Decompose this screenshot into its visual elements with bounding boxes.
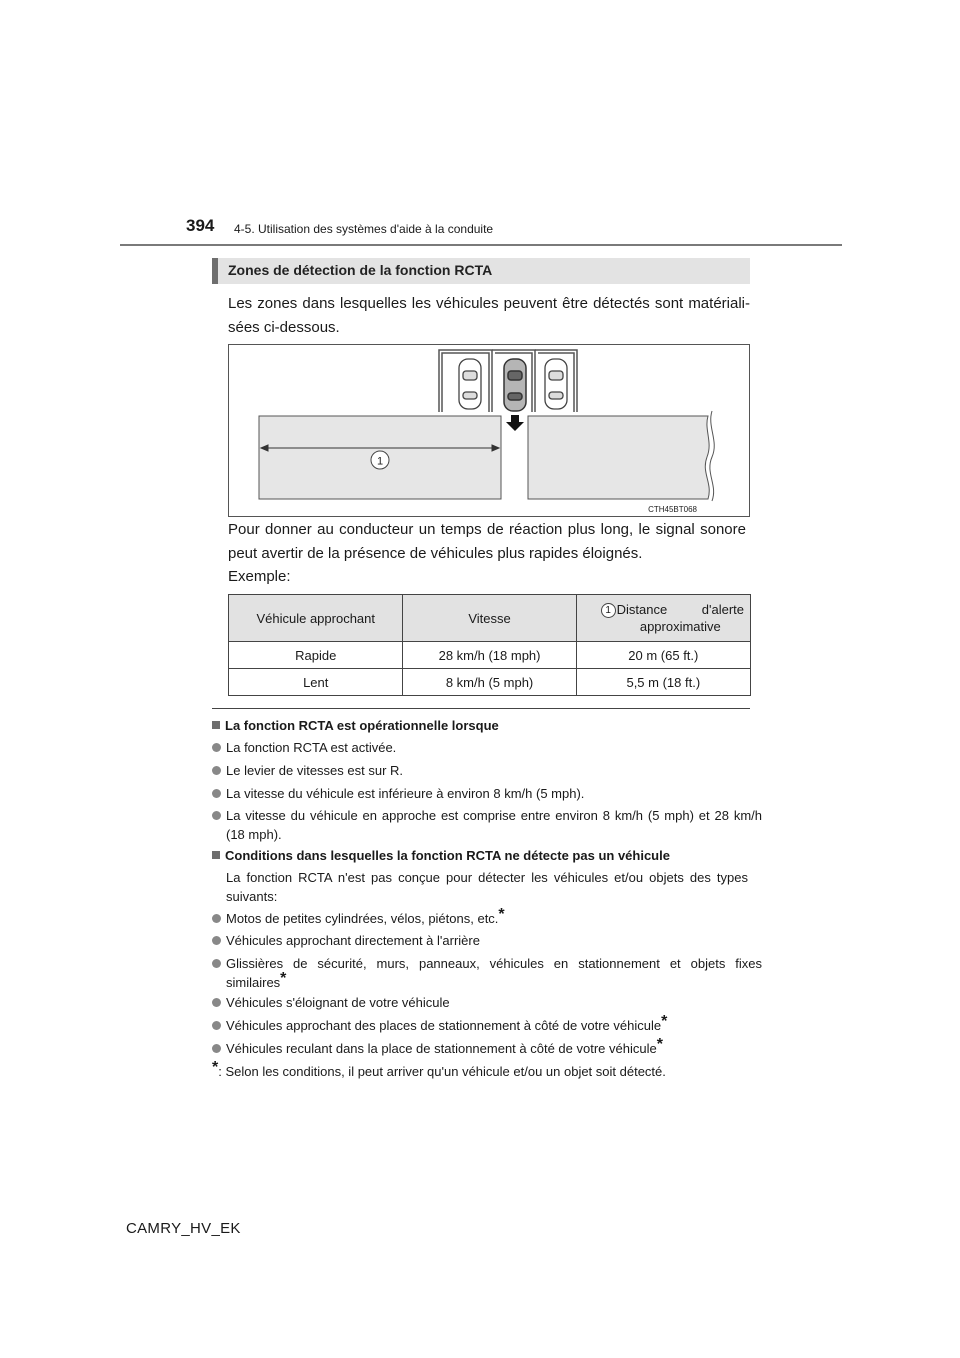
footnote-star: * [280,970,287,987]
footnote-star: * [498,906,505,923]
square-bullet-icon [212,721,220,729]
explanation-text: Pour donner au conducteur un temps de réaction plus long, le signal sonore peut avertir de la présence de véhicules plus rapides éloignés. [228,521,746,562]
bullet-icon [212,936,221,945]
example-label: Exemple: [228,568,291,585]
bullet-icon [212,959,221,968]
detection-zone-figure [228,344,750,517]
header-speed: Vitesse [403,595,576,642]
footnote [212,1059,748,1081]
detection-zone-right [528,416,709,499]
parked-car-left [459,359,481,409]
table-header-row [229,595,751,642]
conditions-heading-text: Conditions dans lesquelles la fonction RCTA ne détecte pas un véhicule [225,848,670,863]
table-cell: Lent [229,669,403,696]
separator-rule [212,708,750,709]
detection-zone-diagram [229,345,749,516]
bullet-icon [212,789,221,798]
chapter-title: 4-5. Utilisation des systèmes d'aide à la conduite [234,222,494,236]
bullet-icon [212,766,221,775]
list-item: Véhicules approchant des places de stationnement à côté de votre véhicule* [212,1016,762,1035]
figure-callout: 1 [376,455,384,468]
header-distance [576,595,750,642]
footer-model-code: CAMRY_HV_EK [126,1220,241,1237]
header-distance-label: Distance d'alerte approximative [616,602,744,634]
bullet-icon [212,743,221,752]
footnote-star: * [656,1036,663,1053]
header-vehicle: Véhicule approchant [229,595,403,642]
bullet-icon [212,1021,221,1030]
list-item: La vitesse du véhicule est inférieure à environ 8 km/h (5 mph). [212,784,762,803]
table-row [229,642,751,669]
table-row [229,669,751,696]
operational-heading-text: La fonction RCTA est opérationnelle lorsque [225,718,499,733]
list-item: Véhicules s'éloignant de votre véhicule [212,993,762,1012]
bullet-icon [212,914,221,923]
square-bullet-icon [212,851,220,859]
table-cell: Rapide [229,642,403,669]
list-item: Motos de petites cylindrées, vélos, piétons, etc.* [212,909,762,928]
header-rule [120,244,842,246]
bullet-icon [212,998,221,1007]
footnote-star: * [661,1013,668,1030]
bullet-icon [212,1044,221,1053]
operational-heading [212,718,499,733]
conditions-heading [212,848,670,863]
table-cell: 20 m (65 ft.) [576,642,750,669]
list-item: Le levier de vitesses est sur R. [212,761,762,780]
parked-car-right [545,359,567,409]
own-vehicle [504,359,526,411]
reverse-arrow-icon [506,415,524,431]
conditions-intro: La fonction RCTA n'est pas conçue pour détecter les véhicules et/ou objets des types suivants: [226,870,748,904]
section-title: Zones de détection de la fonction RCTA [228,262,493,278]
figure-code: CTH45BT068 [648,505,697,514]
footnote-text: : Selon les conditions, il peut arriver qu'un véhicule et/ou un objet soit détecté. [218,1064,666,1079]
footnote-mark: * [212,1059,219,1076]
table-marker: 1 [601,603,616,618]
section-intro: Les zones dans lesquelles les véhicules peuvent être détectés sont matériali-sées ci-dessous. [228,295,750,336]
list-item: Véhicules reculant dans la place de stationnement à côté de votre véhicule* [212,1039,762,1058]
list-item: Glissières de sécurité, murs, panneaux, véhicules en stationnement et objets fixes similaires* [212,954,762,992]
section-title-bar [212,258,750,284]
list-item: La fonction RCTA est activée. [212,738,762,757]
table-cell: 5,5 m (18 ft.) [576,669,750,696]
page-number: 394 [186,216,215,235]
table-cell: 28 km/h (18 mph) [403,642,576,669]
list-item: Véhicules approchant directement à l'arrière [212,931,762,950]
speed-table [228,594,751,696]
table-cell: 8 km/h (5 mph) [403,669,576,696]
list-item: La vitesse du véhicule en approche est comprise entre environ 8 km/h (5 mph) et 28 km/h (18 mph). [212,806,762,844]
bullet-icon [212,811,221,820]
